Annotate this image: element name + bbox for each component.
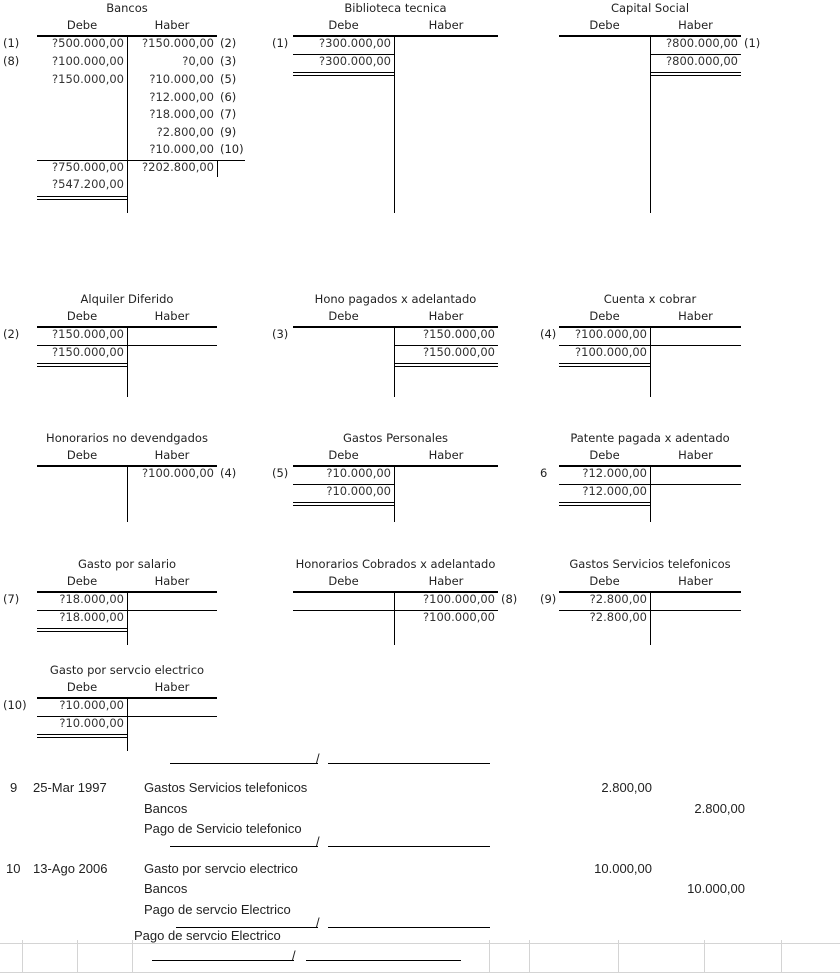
debe-header: Debe (328, 574, 359, 588)
credit-amount: ?150.000,00 (423, 344, 495, 359)
debit-amount: ?500.000,00 (52, 36, 124, 50)
signature-line (152, 960, 294, 961)
entry-ref: (4) (220, 466, 237, 480)
debit-amount: ?150.000,00 (52, 327, 124, 341)
debe-header: Debe (66, 309, 98, 323)
t-account-top-line (293, 465, 498, 467)
slash: / (316, 915, 320, 930)
grid-row-line (0, 943, 840, 944)
double-rule (37, 628, 127, 632)
debit-account: Gasto por servcio electrico (144, 861, 298, 876)
debit-amount: ?10.000,00 (326, 466, 391, 480)
debit-amount: ?10.000,00 (59, 715, 124, 730)
grid-col-line (618, 940, 619, 973)
haber-header: Haber (678, 574, 713, 588)
haber-header: Haber (154, 448, 190, 462)
debit-amount: ?100.000,00 (575, 344, 647, 359)
account-title: Cuenta x cobrar (603, 292, 697, 306)
entry-description: Pago de servcio Electrico (144, 902, 291, 917)
entry-ref: (2) (220, 36, 237, 50)
credit-amount: ?100.000,00 (423, 592, 495, 606)
account-title: Gasto por salario (77, 557, 177, 571)
entry-ref: (9) (540, 592, 557, 606)
debit-amount: ?547.200,00 (52, 177, 124, 191)
account-title: Patente pagada x adentado (570, 431, 730, 445)
debe-header: Debe (66, 18, 98, 32)
t-account-divider (394, 326, 395, 397)
debe-header: Debe (328, 448, 359, 462)
debit-amount: 2.800,00 (601, 780, 652, 795)
credit-amount: 10.000,00 (687, 881, 745, 896)
debit-amount: ?10.000,00 (326, 483, 391, 498)
double-rule (37, 196, 127, 200)
debit-amount: ?100.000,00 (52, 53, 124, 68)
double-rule (37, 734, 127, 738)
credit-amount: 2.800,00 (694, 801, 745, 816)
haber-header: Haber (678, 18, 713, 32)
debe-header: Debe (328, 18, 359, 32)
credit-amount: ?800.000,00 (666, 53, 738, 68)
account-title: Gastos Servicios telefonicos (569, 557, 731, 571)
entry-ref: (2) (3, 327, 20, 341)
entry-ref: (3) (220, 53, 237, 68)
debit-amount: ?150.000,00 (52, 344, 124, 359)
debe-header: Debe (589, 448, 620, 462)
debe-header: Debe (589, 18, 620, 32)
t-account-divider (394, 35, 395, 213)
account-title: Biblioteca tecnica (344, 1, 447, 15)
credit-account: Bancos (144, 881, 188, 896)
debit-amount: ?300.000,00 (319, 53, 391, 68)
debe-header: Debe (66, 448, 98, 462)
double-rule (559, 363, 650, 367)
credit-amount: ?10.000,00 (149, 142, 214, 156)
t-account-divider (127, 465, 128, 522)
t-account-divider (127, 591, 128, 645)
credit-amount: ?2.800,00 (156, 124, 214, 139)
double-rule (293, 72, 394, 76)
entry-ref: (10) (3, 698, 27, 712)
t-account-divider (127, 326, 128, 397)
double-rule (293, 502, 394, 506)
account-title: Capital Social (610, 1, 690, 15)
entry-ref: (8) (3, 53, 20, 68)
signature-line (306, 960, 461, 961)
credit-amount: ?100.000,00 (423, 609, 495, 624)
credit-amount: ?800.000,00 (666, 36, 738, 50)
entry-ref: (1) (272, 36, 289, 50)
grid-col-line (489, 940, 490, 973)
entry-ref: (4) (540, 327, 557, 341)
entry-ref: (1) (3, 36, 20, 50)
credit-amount: ?12.000,00 (149, 89, 214, 104)
haber-header: Haber (678, 309, 713, 323)
debit-amount: ?12.000,00 (582, 466, 647, 480)
haber-header: Haber (154, 574, 190, 588)
debe-header: Debe (66, 680, 98, 694)
credit-amount: ?0,00 (182, 53, 214, 68)
credit-account: Bancos (144, 801, 188, 816)
debe-header: Debe (66, 574, 98, 588)
entry-ref: (10) (220, 142, 244, 156)
entry-number: 10 (6, 861, 21, 876)
t-account-divider (650, 326, 651, 397)
grid-col-line (529, 940, 530, 973)
signature-line (328, 763, 490, 764)
entry-ref: (6) (220, 89, 237, 104)
debit-account: Gastos Servicios telefonicos (144, 780, 308, 795)
signature-line (170, 763, 318, 764)
grid-col-line (781, 940, 782, 973)
account-title: Honorarios Cobrados x adelantado (295, 557, 496, 571)
t-account-divider (394, 591, 395, 645)
credit-amount: ?202.800,00 (142, 159, 214, 174)
entry-ref: (7) (3, 592, 20, 606)
t-account-divider (127, 697, 128, 751)
account-title: Honorarios no devendgados (46, 431, 208, 445)
debe-header: Debe (589, 309, 620, 323)
double-rule (394, 363, 498, 367)
entry-ref: (1) (744, 36, 761, 50)
haber-header: Haber (154, 309, 190, 323)
entry-ref: (8) (501, 592, 518, 606)
debe-header: Debe (328, 309, 359, 323)
debit-amount: ?18.000,00 (59, 592, 124, 606)
account-title: Gasto por servcio electrico (49, 663, 205, 677)
credit-amount: ?100.000,00 (142, 466, 214, 480)
entry-ref: (3) (272, 327, 289, 341)
account-title: Hono pagados x adelantado (314, 292, 477, 306)
account-title: Gastos Personales (342, 431, 449, 445)
total-rule (559, 610, 741, 611)
debit-amount: ?2.800,00 (589, 609, 647, 624)
t-account-divider (650, 35, 651, 213)
haber-header: Haber (678, 448, 713, 462)
cell-border (217, 160, 218, 177)
grid-col-line (704, 940, 705, 973)
debit-amount: ?18.000,00 (59, 609, 124, 624)
haber-header: Haber (154, 18, 190, 32)
t-account-divider (650, 591, 651, 645)
credit-amount: ?18.000,00 (149, 107, 214, 121)
slash: / (316, 834, 320, 849)
credit-amount: ?150.000,00 (142, 36, 214, 50)
account-title: Alquiler Diferido (80, 292, 174, 306)
debit-amount: ?750.000,00 (52, 159, 124, 174)
debit-amount: ?10.000,00 (59, 698, 124, 712)
account-title: Bancos (106, 1, 148, 15)
signature-line (328, 927, 490, 928)
signature-line (170, 846, 318, 847)
grid-col-line (132, 940, 133, 973)
debit-amount: ?300.000,00 (319, 36, 391, 50)
t-account-divider (394, 465, 395, 522)
entry-ref: (5) (220, 72, 237, 86)
signature-line (328, 846, 490, 847)
credit-amount: ?10.000,00 (149, 72, 214, 86)
grid-col-line (22, 940, 23, 973)
haber-header: Haber (428, 309, 464, 323)
haber-header: Haber (154, 680, 190, 694)
haber-header: Haber (428, 448, 464, 462)
entry-date: 13-Ago 2006 (33, 861, 108, 876)
haber-header: Haber (428, 574, 464, 588)
entry-ref: (9) (220, 124, 237, 139)
t-account-divider (650, 465, 651, 522)
t-account-divider (127, 35, 128, 213)
debit-amount: ?100.000,00 (575, 327, 647, 341)
grid-col-line (77, 940, 78, 973)
credit-amount: ?150.000,00 (423, 327, 495, 341)
entry-ref: 6 (540, 466, 548, 480)
double-rule (650, 72, 741, 76)
entry-ref: (7) (220, 107, 237, 121)
haber-header: Haber (428, 18, 464, 32)
debit-amount: ?150.000,00 (52, 72, 124, 86)
debit-amount: ?2.800,00 (589, 592, 647, 606)
entry-number: 9 (10, 780, 18, 795)
debe-header: Debe (589, 574, 620, 588)
double-rule (559, 502, 650, 506)
cut-off-text: Pago de servcio Electrico (134, 928, 281, 943)
slash: / (316, 751, 320, 766)
entry-description: Pago de Servicio telefonico (144, 821, 302, 836)
slash: / (292, 948, 296, 963)
debit-amount: ?12.000,00 (582, 483, 647, 498)
entry-date: 25-Mar 1997 (33, 780, 107, 795)
double-rule (37, 363, 127, 367)
debit-amount: 10.000,00 (594, 861, 652, 876)
entry-ref: (5) (272, 466, 289, 480)
